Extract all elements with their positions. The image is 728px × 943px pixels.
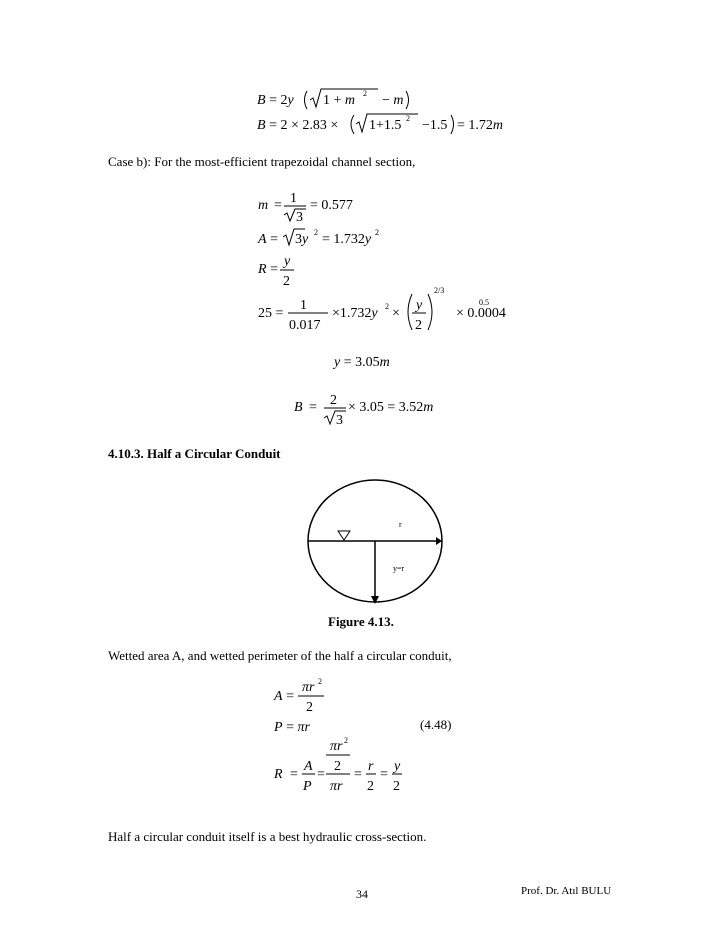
radius-arrowhead [436, 537, 442, 545]
equation-Q [258, 286, 506, 333]
svg-text:y = 3.05m: y = 3.05m [334, 355, 390, 370]
svg-text:= 0.577: = 0.577 [310, 198, 353, 213]
equation-number: (4.48) [420, 717, 452, 732]
svg-text:2: 2 [334, 759, 341, 774]
svg-text:2: 2 [393, 779, 400, 794]
svg-text:−1.5: −1.5 [422, 118, 448, 133]
svg-text:= 1.72m: = 1.72m [457, 118, 504, 133]
svg-text:0.017: 0.017 [289, 318, 321, 333]
equation-B-numeric [257, 114, 503, 134]
svg-text:y: y [394, 759, 401, 774]
wetted-text: Wetted area A, and wetted perimeter of the half a circular conduit, [108, 648, 452, 663]
svg-text:2: 2 [330, 393, 337, 408]
svg-text:1 + m: 1 + m [323, 93, 356, 108]
author-name: Prof. Dr. Atıl BULU [521, 885, 612, 897]
conclusion-text: Half a circular conduit itself is a best hydraulic cross-section. [108, 829, 427, 844]
svg-text:2: 2 [367, 779, 374, 794]
equation-B-result [290, 386, 460, 432]
svg-text:2: 2 [314, 228, 318, 237]
equation-wetted-perimeter [273, 720, 310, 735]
svg-text:×: × [392, 306, 400, 321]
svg-text:B = 2 × 2.83 ×: B = 2 × 2.83 × [257, 118, 339, 133]
equation-m [258, 191, 353, 225]
svg-text:B: B [294, 400, 303, 415]
equation-A [257, 228, 379, 247]
depth-arrowhead [371, 596, 379, 604]
svg-text:1: 1 [300, 298, 307, 313]
figure-half-circular-conduit [300, 478, 450, 618]
equation-B-general [257, 89, 409, 109]
page-number: 34 [356, 887, 368, 901]
equation-hydraulic-radius [273, 736, 402, 794]
svg-text:2: 2 [406, 114, 410, 123]
case-b-text: Case b): For the most-efficient trapezoidal channel section, [108, 154, 416, 169]
svg-text:2: 2 [344, 736, 348, 745]
svg-text:=: = [354, 767, 362, 782]
svg-text:=: = [309, 400, 317, 415]
wetted-equations [268, 676, 478, 806]
svg-text:πr: πr [302, 680, 315, 695]
svg-text:R: R [274, 767, 283, 782]
svg-text:2: 2 [318, 677, 322, 686]
svg-text:3: 3 [336, 413, 343, 428]
svg-text:r: r [368, 759, 374, 774]
svg-text:πr: πr [330, 779, 343, 794]
svg-text:− m: − m [382, 93, 404, 108]
equations-top [250, 82, 530, 137]
label-r: r [399, 520, 402, 529]
equation-wetted-area [273, 677, 324, 715]
svg-text:y: y [416, 298, 423, 313]
svg-text:=: = [380, 767, 388, 782]
svg-text:× 3.05 = 3.52m: × 3.05 = 3.52m [348, 400, 434, 415]
svg-text:2: 2 [306, 700, 313, 715]
section-heading: 4.10.3. Half a Circular Conduit [108, 446, 281, 461]
equation-y [330, 350, 410, 372]
svg-text:×1.732y: ×1.732y [332, 306, 378, 321]
svg-text:25 =: 25 = [258, 306, 284, 321]
exponent-05: 0.5 [479, 298, 489, 307]
case-b-equations [250, 182, 510, 342]
svg-text:2: 2 [415, 318, 422, 333]
svg-text:2: 2 [283, 274, 290, 289]
svg-text:πr: πr [330, 739, 343, 754]
equation-R [257, 254, 294, 289]
svg-text:P = πr: P = πr [274, 720, 310, 735]
svg-text:2: 2 [375, 228, 379, 237]
svg-text:1: 1 [290, 191, 297, 206]
figure-caption: Figure 4.13. [328, 614, 394, 629]
svg-text:3: 3 [296, 210, 303, 225]
water-surface-icon [338, 531, 350, 540]
svg-text:A =: A = [274, 689, 294, 704]
svg-text:2: 2 [385, 302, 389, 311]
svg-text:2: 2 [363, 89, 367, 98]
svg-text:=: = [290, 767, 298, 782]
svg-text:A =: A = [258, 232, 278, 247]
svg-text:= 1.732y: = 1.732y [322, 232, 372, 247]
svg-text:× 0.0004: × 0.0004 [456, 306, 506, 321]
svg-text:1+1.5: 1+1.5 [369, 118, 402, 133]
svg-text:R =: R = [258, 262, 278, 277]
svg-text:A: A [304, 759, 313, 774]
svg-text:2/3: 2/3 [434, 286, 445, 295]
svg-text:3y: 3y [295, 232, 309, 247]
svg-text:y: y [284, 254, 291, 269]
svg-text:B = 2y: B = 2y [257, 93, 294, 108]
svg-text:P: P [303, 779, 312, 794]
svg-text:m: m [258, 198, 269, 213]
label-y-equals-r: y=r [393, 564, 405, 573]
svg-text:=: = [274, 198, 282, 213]
svg-text:=: = [317, 767, 325, 782]
